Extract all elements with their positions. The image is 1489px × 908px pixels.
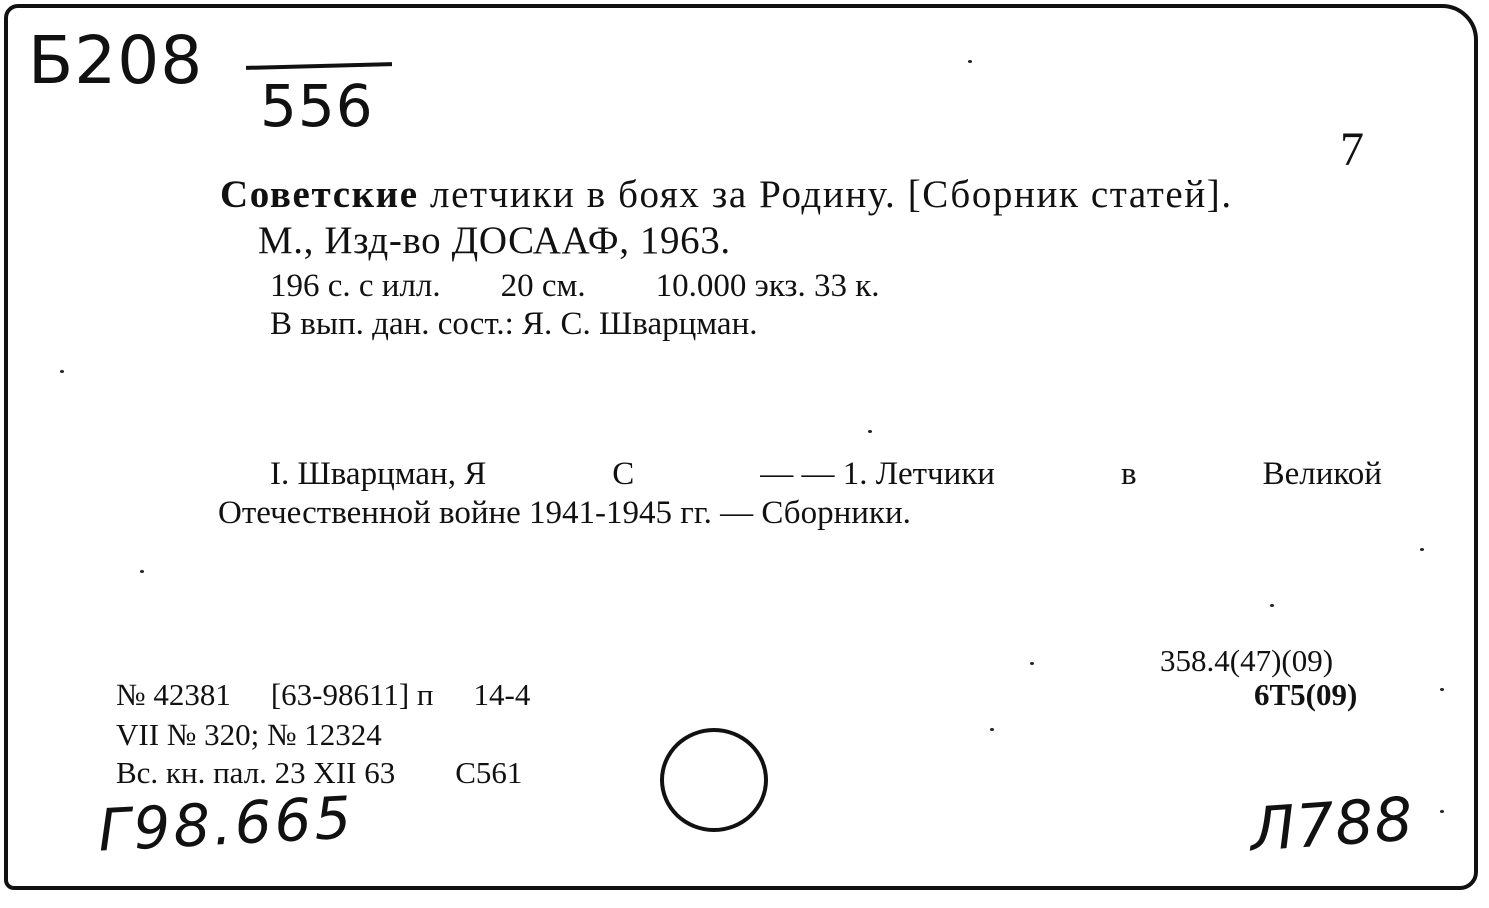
order-line-2: VII № 320; № 12324 (116, 717, 382, 752)
shelf-mark-bottom: 556 (260, 72, 374, 140)
print-code: [63-98611] п (270, 677, 434, 712)
speck (1440, 688, 1444, 691)
tracing-part: I. Шварцман, Я (270, 456, 487, 492)
pages: 196 с. с илл. (270, 268, 441, 304)
tracing-line-2: Отечественной войне 1941-1945 гг. — Сборники. (218, 495, 911, 531)
speck (60, 370, 64, 373)
speck (990, 728, 994, 731)
physical-description (270, 268, 880, 305)
copies-price: 10.000 экз. 33 к. (655, 268, 880, 304)
print-run: 14-4 (473, 677, 531, 712)
speck (1030, 662, 1034, 665)
speck (1420, 548, 1424, 551)
inventory-number-right: Л788 (1247, 784, 1416, 866)
speck (868, 430, 872, 433)
tracing-part: — — 1. Летчики (760, 456, 995, 492)
inventory-number-left: Г98.665 (96, 783, 356, 865)
chamber-code: С561 (455, 755, 523, 790)
book-title (220, 172, 1233, 217)
class-number-1: 358.4(47)(09) (1160, 643, 1334, 678)
stamp-circle (660, 728, 768, 832)
speck (968, 60, 972, 63)
shelf-mark-top: Б208 (28, 22, 204, 99)
speck (1440, 810, 1444, 813)
imprint: М., Изд-во ДОСААФ, 1963. (258, 219, 731, 262)
tracing-part: в (1121, 456, 1137, 492)
speck (1270, 604, 1274, 607)
compiler-note: В вып. дан. сост.: Я. С. Шварцман. (270, 306, 758, 342)
tracing-line-1 (270, 456, 1382, 493)
tracing-part: Великой (1262, 456, 1382, 492)
tracing-part: С (612, 456, 635, 492)
card-number: 7 (1340, 123, 1364, 176)
chamber-note: Вс. кн. пал. 23 XII 63 (116, 755, 396, 790)
title-first-word: Советские (220, 173, 419, 216)
size: 20 см. (500, 268, 586, 304)
speck (140, 570, 144, 573)
title-rest: летчики в боях за Родину. [Сборник статей]. (430, 173, 1233, 216)
order-number: № 42381 (116, 677, 231, 712)
order-line-1 (116, 677, 530, 713)
class-number-2: 6Т5(09) (1254, 677, 1358, 712)
